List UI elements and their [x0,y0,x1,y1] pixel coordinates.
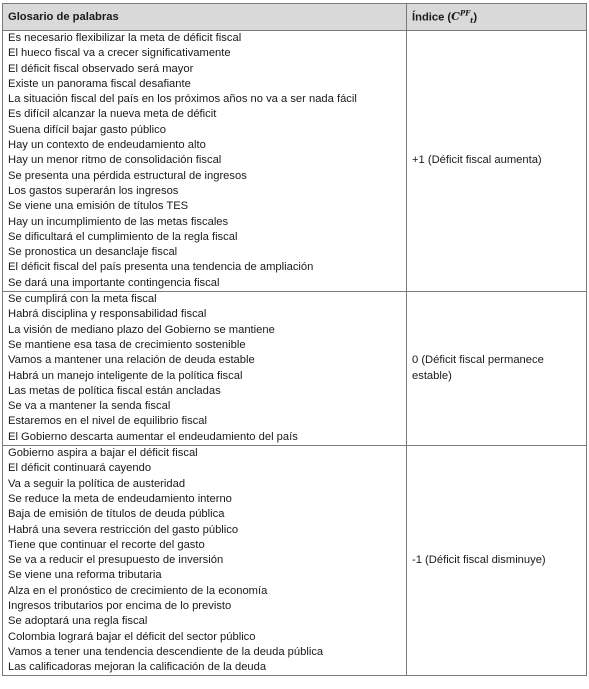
glossary-phrase: Vamos a tener una tendencia descendiente de la deuda pública [8,645,324,658]
index-value-cell: +1 (Déficit fiscal aumenta) [407,31,587,292]
glossary-phrases-cell [3,31,407,292]
glossary-phrase: El déficit fiscal del país presenta una tendencia de ampliación [8,261,314,274]
glossary-phrase: Existe un panorama fiscal desafiante [8,77,191,90]
header-index-prefix: Índice ( [412,11,452,24]
glossary-phrase: Suena difícil bajar gasto público [8,123,166,136]
glossary-phrase: Es difícil alcanzar la nueva meta de déficit [8,108,217,121]
index-value-cell: -1 (Déficit fiscal disminuye) [407,446,587,676]
glossary-phrase: Hay un incumplimiento de las metas fiscales [8,215,229,228]
glossary-phrase: Se adoptará una regla fiscal [8,615,148,628]
glossary-phrase: Baja de emisión de títulos de deuda pública [8,508,225,521]
glossary-phrase: Se pronostica un desanclaje fiscal [8,246,178,259]
header-index [407,4,587,31]
index-value-cell: 0 (Déficit fiscal permanece estable) [407,292,587,446]
glossary-phrase: Va a seguir la política de austeridad [8,477,186,490]
glossary-phrase: Estaremos en el nivel de equilibrio fiscal [8,415,207,428]
glossary-phrase: Alza en el pronóstico de crecimiento de la economía [8,584,268,597]
glossary-phrase: La visión de mediano plazo del Gobierno se mantiene [8,323,275,336]
glossary-phrase: Se dará una importante contingencia fiscal [8,276,220,289]
glossary-phrase: Es necesario flexibilizar la meta de déficit fiscal [8,32,242,44]
glossary-phrase: Colombia logrará bajar el déficit del sector público [8,630,256,643]
table-header-row [3,4,587,31]
glossary-phrase: Se presenta una pérdida estructural de ingresos [8,169,247,182]
table-row [3,446,587,676]
glossary-phrase: Tiene que continuar el recorte del gasto [8,538,205,551]
glossary-phrase: Se reduce la meta de endeudamiento interno [8,492,232,505]
glossary-phrase: El déficit fiscal observado será mayor [8,62,194,75]
glossary-phrases-cell [3,446,407,676]
glossary-phrase: El Gobierno descarta aumentar el endeudamiento del país [8,430,298,443]
header-index-suffix: ) [473,11,478,24]
glossary-phrase: Habrá un manejo inteligente de la política fiscal [8,369,243,382]
glossary-phrase: Se viene una emisión de títulos TES [8,200,189,213]
glossary-table [2,3,587,676]
glossary-phrase: Se viene una reforma tributaria [8,569,162,582]
index-symbol [451,8,474,26]
index-symbol-subscript: t [470,16,474,26]
glossary-phrase: Se va a mantener la senda fiscal [8,400,171,413]
index-symbol-superscript: PF [459,8,471,18]
glossary-phrases-cell [3,292,407,446]
glossary-phrase: La situación fiscal del país en los próximos años no va a ser nada fácil [8,93,357,106]
glossary-phrase: Se dificultará el cumplimiento de la regla fiscal [8,230,238,243]
index-symbol-letter: C [451,10,460,24]
glossary-phrase: Habrá una severa restricción del gasto público [8,523,239,536]
glossary-phrase: El hueco fiscal va a crecer significativamente [8,47,231,60]
glossary-phrase: El déficit continuará cayendo [8,462,152,475]
table-row [3,292,587,446]
glossary-phrase: Los gastos superarán los ingresos [8,184,179,197]
glossary-phrase: Hay un menor ritmo de consolidación fiscal [8,154,222,167]
glossary-phrase: Ingresos tributarios por encima de lo previsto [8,599,232,612]
header-glossary: Glosario de palabras [3,4,407,31]
glossary-phrase: Habrá disciplina y responsabilidad fiscal [8,308,207,321]
glossary-phrase: Hay un contexto de endeudamiento alto [8,139,206,152]
glossary-phrase: Se cumplirá con la meta fiscal [8,293,157,306]
glossary-phrase: Se va a reducir el presupuesto de inversión [8,554,224,567]
glossary-phrase: Vamos a mantener una relación de deuda estable [8,354,255,367]
glossary-phrase: Se mantiene esa tasa de crecimiento sostenible [8,338,246,351]
table-row [3,31,587,292]
glossary-phrase: Gobierno aspira a bajar el déficit fiscal [8,447,198,460]
glossary-phrase: Las metas de política fiscal están ancladas [8,384,221,397]
glossary-phrase: Las calificadoras mejoran la calificación de la deuda [8,661,267,674]
